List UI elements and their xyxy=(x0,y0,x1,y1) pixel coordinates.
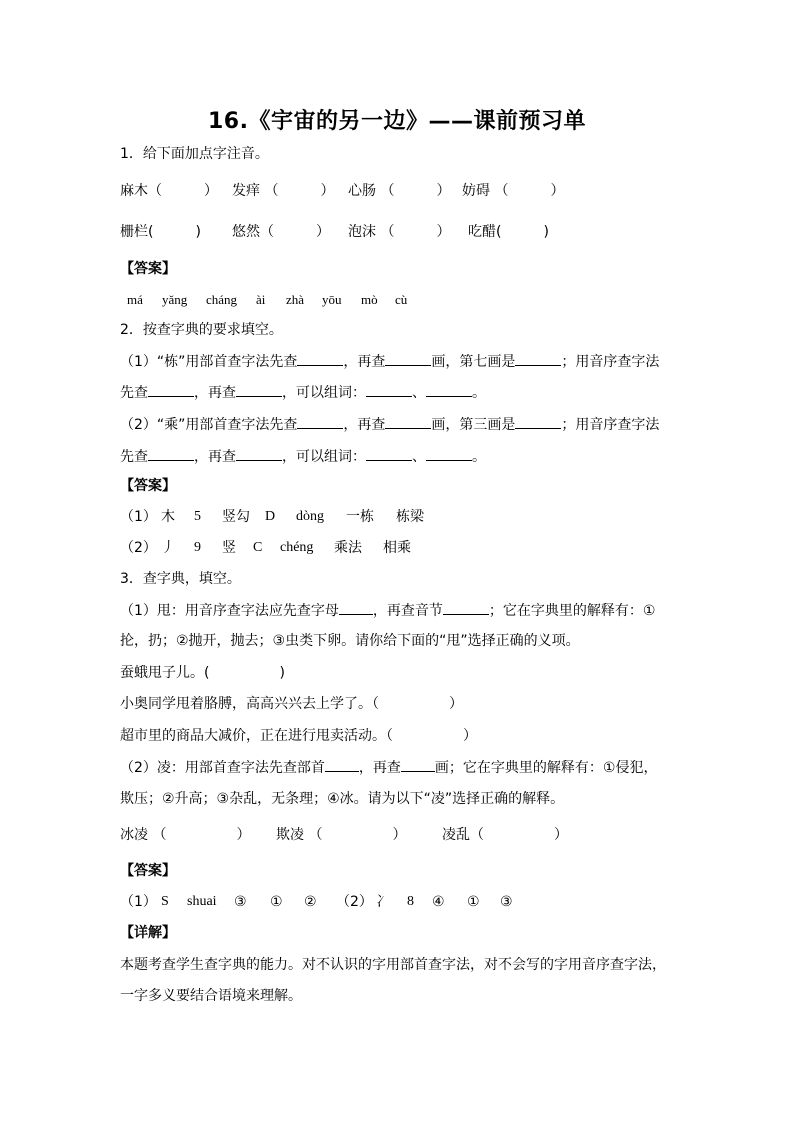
answer-label: 【答案】 xyxy=(120,478,176,494)
answer-blank xyxy=(297,414,343,429)
page-title: 16.《宇宙的另一边》——课前预习单 xyxy=(208,109,586,134)
q3-answer-item: （1） xyxy=(120,894,157,910)
q3-answer-item: shuai xyxy=(187,894,217,909)
q3-answer-item: S xyxy=(161,894,169,909)
answer-blank xyxy=(426,446,472,461)
q2-answer-item: 竖勾 xyxy=(222,509,250,525)
q3-sentence: 小奥同学甩着胳膊，高高兴兴去上学了。（ ） xyxy=(120,696,463,712)
detail-text-line: 本题考查学生查字典的能力。对不认识的字用部首查字法，对不会写的字用音序查字法， xyxy=(120,957,666,973)
answer-blank xyxy=(297,351,343,366)
q2-answer-item: 乘法 xyxy=(334,540,362,556)
answer-blank xyxy=(148,446,194,461)
q3-sentence: 蚕蛾甩子儿。( ) xyxy=(120,665,285,681)
answer-blank xyxy=(339,600,373,615)
q2-answer-item: 竖 xyxy=(222,540,236,556)
answer-blank xyxy=(443,600,489,615)
q2-answer-item: D xyxy=(265,509,276,524)
answer-label: 【答案】 xyxy=(120,863,176,879)
detail-text-line: 一字多义要结合语境来理解。 xyxy=(120,988,302,1004)
q2-part-2-line-2: 先查 ，再查 ，可以组词： 、 。 xyxy=(120,446,486,467)
answer-blank xyxy=(148,382,194,397)
question-2-prompt: 2．按查字典的要求填空。 xyxy=(120,322,283,338)
answer-blank xyxy=(325,757,359,772)
answer-blank xyxy=(515,414,561,429)
q1-answer-pinyin: mò xyxy=(361,292,378,307)
q3-answer-item: ③ xyxy=(234,894,247,910)
q2-answer-item: 一栋 xyxy=(346,509,374,525)
q2-part-2-line-1: （2）“乘”用部首查字法先查 ，再查 画，第三画是 ；用音序查字法 xyxy=(120,414,659,435)
q3-answer-item: （2） xyxy=(336,894,373,910)
q2-part-1-line-2: 先查 ，再查 ，可以组词： 、 。 xyxy=(120,382,486,403)
q3-answer-item: ④ xyxy=(432,894,445,910)
q2-part-1-line-1: （1）“栋”用部首查字法先查 ，再查 画，第七画是 ；用音序查字法 xyxy=(120,351,659,372)
detail-label: 【详解】 xyxy=(120,925,176,941)
q3-part-2-line-2: 欺压；②升高；③杂乱，无条理；④冰。请为以下“凌”选择正确的解释。 xyxy=(120,791,565,807)
q2-answer-item: （1） xyxy=(120,509,157,525)
answer-blank xyxy=(385,351,431,366)
q3-sentence: 超市里的商品大减价，正在进行甩卖活动。（ ） xyxy=(120,728,477,744)
q1-item: 悠然（ ） xyxy=(232,224,330,240)
q2-answer-item: dòng xyxy=(296,509,324,524)
answer-blank xyxy=(366,382,412,397)
q1-item: 泡沫 （ ） xyxy=(348,224,451,240)
answer-blank xyxy=(236,382,282,397)
q2-answer-item: C xyxy=(253,540,263,555)
q3-option: 冰凌 （ ） xyxy=(120,827,251,843)
question-1-prompt: 1．给下面加点字注音。 xyxy=(120,146,269,162)
q3-option: 欺凌 （ ） xyxy=(276,827,407,843)
q2-answer-item: 丿 xyxy=(161,540,175,556)
q2-answer-item: 5 xyxy=(194,509,201,524)
q3-part-2-line-1: （2）凌：用部首查字法先查部首 ，再查 画；它在字典里的解释有：①侵犯， xyxy=(120,757,657,778)
q3-answer-item: 冫 xyxy=(376,894,390,910)
answer-blank xyxy=(515,351,561,366)
q1-answer-pinyin: zhà xyxy=(286,292,305,307)
q3-answer-item: ① xyxy=(467,894,480,910)
answer-blank xyxy=(426,382,472,397)
q1-item: 发痒 （ ） xyxy=(232,183,335,199)
q1-item: 栅栏( ) xyxy=(120,224,201,240)
q1-answer-pinyin: yōu xyxy=(322,292,342,307)
q2-answer-item: 相乘 xyxy=(383,540,411,556)
q3-answer-item: ② xyxy=(304,894,317,910)
q3-answer-item: ③ xyxy=(500,894,513,910)
answer-blank xyxy=(366,446,412,461)
q2-answer-item: 木 xyxy=(161,509,175,525)
q2-answer-item: 9 xyxy=(194,540,201,555)
q3-answer-item: ① xyxy=(270,894,283,910)
q1-item: 麻木（ ） xyxy=(120,183,218,199)
q3-answer-item: 8 xyxy=(407,894,414,909)
q1-answer-pinyin: yǎng xyxy=(162,292,188,307)
q1-item: 心肠 （ ） xyxy=(348,183,451,199)
answer-blank xyxy=(236,446,282,461)
answer-blank xyxy=(385,414,431,429)
q1-answer-pinyin: cháng xyxy=(206,292,238,307)
q3-part-1-line-2: 抡，扔；②抛开，抛去；③虫类下卵。请你给下面的“甩”选择正确的义项。 xyxy=(120,633,580,649)
q3-part-1-line-1: （1）甩：用音序查字法应先查字母 ，再查音节 ；它在字典里的解释有：① xyxy=(120,600,655,621)
q2-answer-item: （2） xyxy=(120,540,157,556)
q1-answer-pinyin: má xyxy=(127,292,143,307)
answer-label: 【答案】 xyxy=(120,261,176,277)
question-3-prompt: 3．查字典，填空。 xyxy=(120,571,241,587)
q1-item: 妨碍 （ ） xyxy=(462,183,565,199)
answer-blank xyxy=(401,757,435,772)
q1-item: 吃醋( ) xyxy=(468,224,549,240)
q1-answer-pinyin: cù xyxy=(395,292,408,307)
q3-option: 凌乱（ ） xyxy=(442,827,568,843)
q1-answer-pinyin: ài xyxy=(256,292,266,307)
q2-answer-item: 栋梁 xyxy=(396,509,424,525)
q2-answer-item: chéng xyxy=(280,540,314,555)
